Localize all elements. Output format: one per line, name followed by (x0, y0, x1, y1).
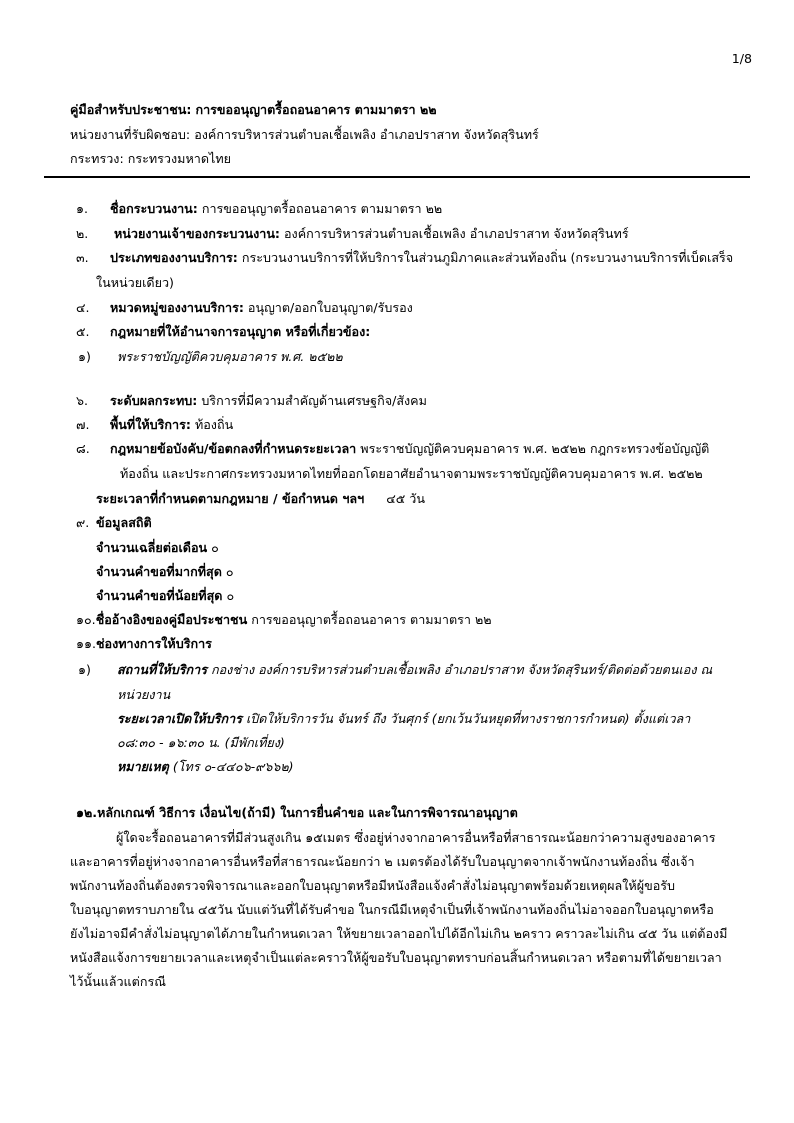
service-place-label: สถานที่ให้บริการ (117, 662, 207, 677)
item-8-value-continued: ท้องถิ่น และประกาศกระทรวงมหาดไทยที่ออกโดยอาศัยอำนาจตามพระราชบัญญัติควบคุมอาคาร พ.ศ. ๒๕๒๒ (120, 466, 703, 481)
item-7-value: ท้องถิ่น (194, 417, 234, 432)
item-10-label: ชื่ออ้างอิงของคู่มือประชาชน (95, 612, 248, 627)
criteria-paragraph (70, 826, 750, 994)
item-5-number: ๕. (76, 324, 90, 339)
stat-average-label: จำนวนเฉลี่ยต่อเดือน (96, 540, 208, 555)
item-3-number: ๓. (76, 250, 89, 265)
item-10 (76, 608, 492, 632)
item-5-label: กฎหมายที่ให้อำนาจการอนุญาต หรือที่เกี่ยวข้อง: (110, 324, 371, 339)
item-2 (114, 222, 629, 246)
item-10-number: ๑๐. (76, 612, 96, 627)
item-8-label: กฎหมายข้อบังคับ/ข้อตกลงที่กำหนดระยะเวลา (110, 441, 357, 456)
stat-min-label: จำนวนคำขอที่น้อยที่สุด (96, 588, 223, 603)
item-8 (110, 437, 709, 461)
stat-average (96, 536, 219, 560)
service-hours-continued: ๐๘:๓๐ - ๑๖:๓๐ น. (มีพักเที่ยง) (117, 735, 285, 750)
ministry-label: กระทรวง: (70, 151, 124, 166)
item-7-label: พื้นที่ให้บริการ: (110, 417, 191, 432)
criteria-line: ไว้นั้นแล้วแต่กรณี (70, 974, 166, 989)
ministry-line (70, 147, 231, 171)
item-12 (76, 801, 518, 825)
title-label: คู่มือสำหรับประชาชน: (70, 102, 192, 117)
item-9-number: ๙. (76, 515, 90, 530)
item-3 (110, 246, 733, 270)
criteria-line: หนังสือแจ้งการขยายเวลาและเหตุจำเป็นแต่ละคราวให้ผู้ขอรับใบอนุญาตทราบก่อนสิ้นกำหนดเวลา หรือตามที่ได้ขยายเวลา (70, 950, 722, 965)
item-1-value: การขออนุญาตรื้อถอนอาคาร ตามมาตรา ๒๒ (201, 201, 443, 216)
item-11 (76, 632, 212, 656)
service-place (117, 658, 712, 682)
service-place-value: กองช่าง องค์การบริหารส่วนตำบลเชื้อเพลิง อำเภอปราสาท จังหวัดสุรินทร์/ติดต่อด้วยตนเอง ณ (210, 662, 713, 677)
item-8-period (96, 487, 425, 511)
criteria-line: ใบอนุญาตทราบภายใน ๔๕วัน นับแต่วันที่ได้รับคำขอ ในกรณีมีเหตุจำเป็นที่เจ้าพนักงานท้องถิ่นไม่อาจออกใบอนุญาตหรือ (70, 902, 714, 917)
item-3-value: กระบวนงานบริการที่ให้บริการในส่วนภูมิภาคและส่วนท้องถิ่น (กระบวนงานบริการที่เบ็ดเสร็จ (241, 250, 734, 265)
criteria-line: และอาคารที่อยู่ห่างจากอาคารอื่นหรือที่สาธารณะน้อยกว่า ๒ เมตรต้องได้รับใบอนุญาตจากเจ้าพนักงานท้องถิ่น ซึ่งเจ้า (70, 854, 695, 869)
item-11-label: ช่องทางการให้บริการ (96, 636, 212, 651)
item-5-law: พระราชบัญญัติควบคุมอาคาร พ.ศ. ๒๕๒๒ (117, 349, 343, 364)
item-11-number: ๑๑. (76, 636, 96, 651)
item-3-label: ประเภทของงานบริการ: (110, 250, 238, 265)
stat-min (96, 584, 234, 608)
item-3-value-continued: ในหน่วยเดียว) (96, 275, 174, 290)
item-2-label: หน่วยงานเจ้าของกระบวนงาน: (114, 226, 280, 241)
agency-line (70, 123, 539, 147)
service-hours (117, 707, 690, 731)
item-2-value: องค์การบริหารส่วนตำบลเชื้อเพลิง อำเภอปราสาท จังหวัดสุรินทร์ (283, 226, 629, 241)
item-8-period-label: ระยะเวลาที่กำหนดตามกฎหมาย / ข้อกำหนด ฯลฯ (96, 491, 365, 506)
item-10-value: การขออนุญาตรื้อถอนอาคาร ตามมาตรา ๒๒ (251, 612, 492, 627)
stat-max-label: จำนวนคำขอที่มากที่สุด (96, 564, 222, 579)
item-12-number: ๑๒. (76, 805, 98, 820)
service-place-continued: หน่วยงาน (117, 687, 171, 702)
criteria-line: พนักงานท้องถิ่นต้องตรวจพิจารณาและออกใบอนุญาตหรือมีหนังสือแจ้งคำสั่งไม่อนุญาตพร้อมด้วยเหตุผลให้ผู้ขอรับ (70, 878, 676, 893)
item-1-label: ชื่อกระบวนงาน: (110, 201, 198, 216)
ministry-value: กระทรวงมหาดไทย (127, 151, 232, 166)
item-8-period-value: ๔๕ วัน (386, 491, 425, 506)
service-note-label: หมายเหตุ (117, 759, 169, 774)
item-1-number: ๑. (76, 201, 88, 216)
service-hours-label: ระยะเวลาเปิดให้บริการ (117, 711, 242, 726)
item-4 (110, 296, 413, 320)
item-2-number: ๒. (76, 226, 89, 241)
service-hours-value: เปิดให้บริการวัน จันทร์ ถึง วันศุกร์ (ยกเว้นวันหยุดที่ทางราชการกำหนด) ตั้งแต่เวลา (246, 711, 691, 726)
page-number: 1/8 (731, 51, 752, 66)
item-7-number: ๗. (76, 417, 90, 432)
item-6-number: ๖. (76, 393, 88, 408)
item-12-label: หลักเกณฑ์ วิธีการ เงื่อนไข(ถ้ามี) ในการยื่นคำขอ และในการพิจารณาอนุญาต (97, 805, 518, 820)
item-5-sub-number: ๑) (78, 349, 91, 364)
item-4-value: อนุญาต/ออกใบอนุญาต/รับรอง (247, 300, 413, 315)
item-9-label: ข้อมูลสถิติ (96, 515, 152, 530)
stat-average-value: ๐ (211, 540, 219, 555)
item-4-number: ๔. (76, 300, 90, 315)
item-1 (110, 197, 442, 221)
criteria-line: ผู้ใดจะรื้อถอนอาคารที่มีส่วนสูงเกิน ๑๕เมตร ซึ่งอยู่ห่างจากอาคารอื่นหรือที่สาธารณะน้อยกว่าความสูงของอาคาร (116, 830, 716, 845)
item-8-number: ๘. (76, 441, 90, 456)
stat-max (96, 560, 234, 584)
item-11-sub-number: ๑) (78, 662, 91, 677)
item-6-label: ระดับผลกระทบ: (110, 393, 198, 408)
service-note (117, 755, 294, 779)
stat-min-value: ๐ (226, 588, 235, 603)
item-7 (110, 413, 233, 437)
title-value: การขออนุญาตรื้อถอนอาคาร ตามมาตรา ๒๒ (195, 102, 437, 117)
item-6 (110, 389, 427, 413)
item-6-value: บริการที่มีความสำคัญด้านเศรษฐกิจ/สังคม (201, 393, 427, 408)
header-divider (44, 176, 750, 178)
stat-max-value: ๐ (225, 564, 234, 579)
service-note-value: (โทร ๐-๔๔๐๖-๙๖๖๒) (172, 759, 294, 774)
item-4-label: หมวดหมู่ของงานบริการ: (110, 300, 244, 315)
document-title (70, 98, 437, 122)
criteria-line: ยังไม่อาจมีคำสั่งไม่อนุญาตได้ภายในกำหนดเวลา ให้ขยายเวลาออกไปได้อีกไม่เกิน ๒คราว คราวละไม่เกิน ๔๕ วัน แต่ต้องมี (70, 926, 728, 941)
item-8-value: พระราชบัญญัติควบคุมอาคาร พ.ศ. ๒๕๒๒ กฎกระทรวงข้อบัญญัติ (360, 441, 710, 456)
agency-value: องค์การบริหารส่วนตำบลเชื้อเพลิง อำเภอปราสาท จังหวัดสุรินทร์ (194, 127, 539, 142)
agency-label: หน่วยงานที่รับผิดชอบ: (70, 127, 191, 142)
